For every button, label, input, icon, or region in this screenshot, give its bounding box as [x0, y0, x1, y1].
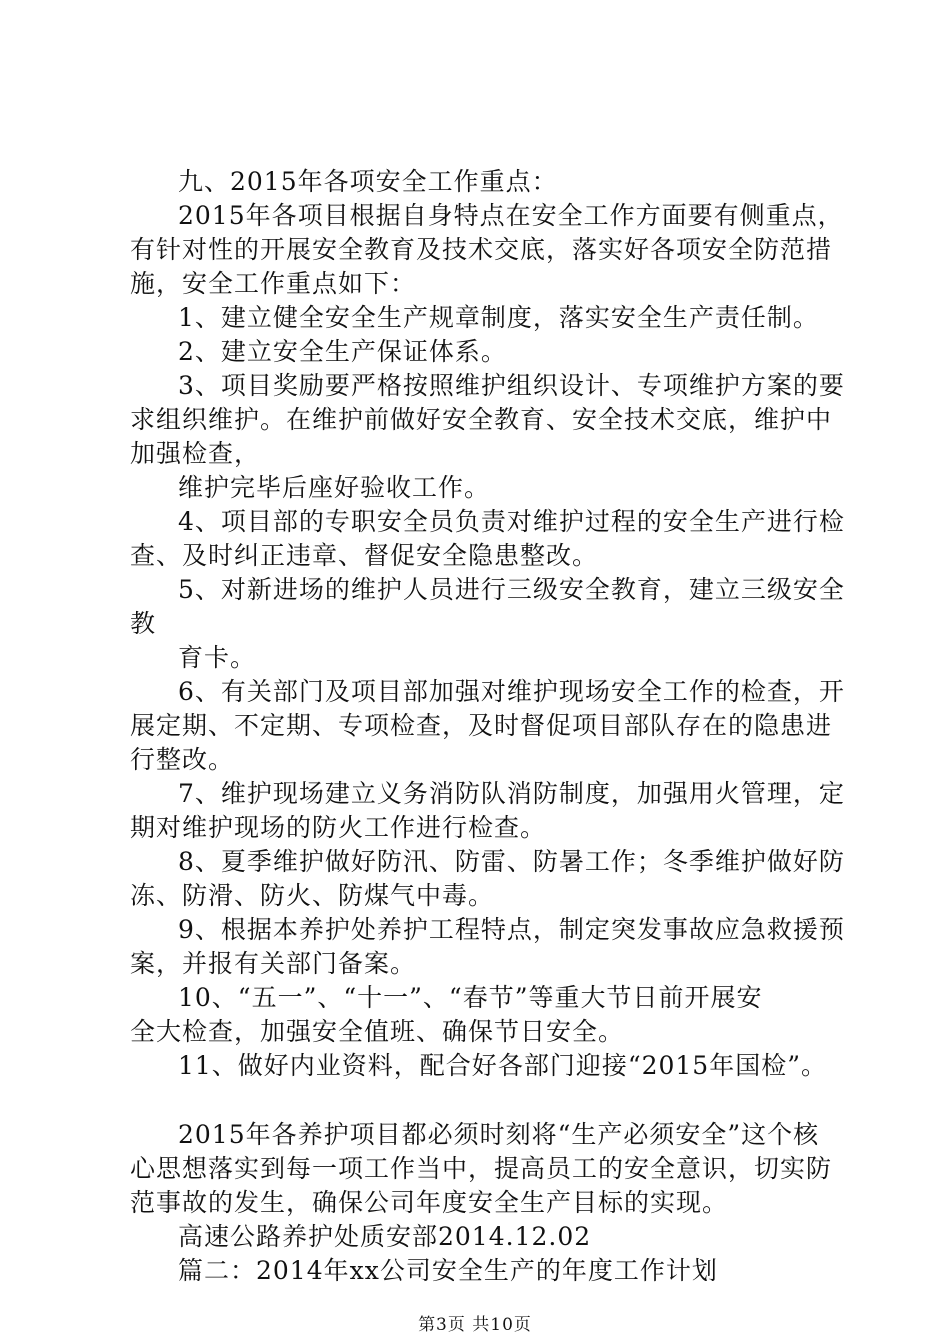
section-heading: 九、2015年各项安全工作重点： [178, 167, 558, 196]
list-item: 2、建立安全生产保证体系。 [178, 337, 507, 366]
paragraph-line: 范事故的发生，确保公司年度安全生产目标的实现。 [130, 1188, 729, 1217]
page-number-footer: 第3页 共10页 [418, 1315, 532, 1335]
paragraph-line: 2015年各养护项目都必须时刻将“生产必须安全”这个核 [178, 1120, 820, 1149]
paragraph-line: 期对维护现场的防火工作进行检查。 [130, 813, 547, 842]
paragraph-line: 冻、防滑、防火、防煤气中毒。 [130, 881, 495, 910]
paragraph-line: 加强检查， [130, 439, 261, 468]
paragraph-line: 施，安全工作重点如下： [130, 269, 417, 298]
list-item: 4、项目部的专职安全员负责对维护过程的安全生产进行检 [178, 507, 845, 536]
paragraph-line: 查、及时纠正违章、督促安全隐患整改。 [130, 541, 599, 570]
section-heading: 篇二：2014年xx公司安全生产的年度工作计划 [178, 1256, 718, 1285]
list-item: 3、项目奖励要严格按照维护组织设计、专项维护方案的要 [178, 371, 845, 400]
list-item: 10、“五一”、“十一”、“春节”等重大节日前开展安 [178, 983, 763, 1012]
signature-line: 高速公路养护处质安部2014.12.02 [178, 1222, 592, 1251]
paragraph-line: 育卡。 [178, 643, 257, 672]
paragraph-line: 维护完毕后座好验收工作。 [178, 473, 491, 502]
list-item: 7、维护现场建立义务消防队消防制度，加强用火管理，定 [178, 779, 845, 808]
list-item: 9、根据本养护处养护工程特点，制定突发事故应急救援预 [178, 915, 845, 944]
paragraph-line: 案，并报有关部门备案。 [130, 949, 417, 978]
paragraph-line: 行整改。 [130, 745, 235, 774]
paragraph-line: 2015年各项目根据自身特点在安全工作方面要有侧重点， [178, 201, 844, 230]
list-item: 5、对新进场的维护人员进行三级安全教育，建立三级安全 [178, 575, 845, 604]
list-item: 11、做好内业资料，配合好各部门迎接“2015年国检”。 [178, 1051, 827, 1080]
paragraph-line: 全大检查，加强安全值班、确保节日安全。 [130, 1017, 625, 1046]
paragraph-line: 求组织维护。在维护前做好安全教育、安全技术交底，维护中 [130, 405, 833, 434]
paragraph-line: 心思想落实到每一项工作当中，提高员工的安全意识，切实防 [130, 1154, 833, 1183]
paragraph-line: 有针对性的开展安全教育及技术交底，落实好各项安全防范措 [130, 235, 833, 264]
paragraph-line: 展定期、不定期、专项检查，及时督促项目部队存在的隐患进 [130, 711, 833, 740]
list-item: 1、建立健全安全生产规章制度，落实安全生产责任制。 [178, 303, 819, 332]
paragraph-line: 教 [130, 609, 157, 638]
list-item: 6、有关部门及项目部加强对维护现场安全工作的检查，开 [178, 677, 845, 706]
list-item: 8、夏季维护做好防汛、防雷、防暑工作；冬季维护做好防 [178, 847, 845, 876]
